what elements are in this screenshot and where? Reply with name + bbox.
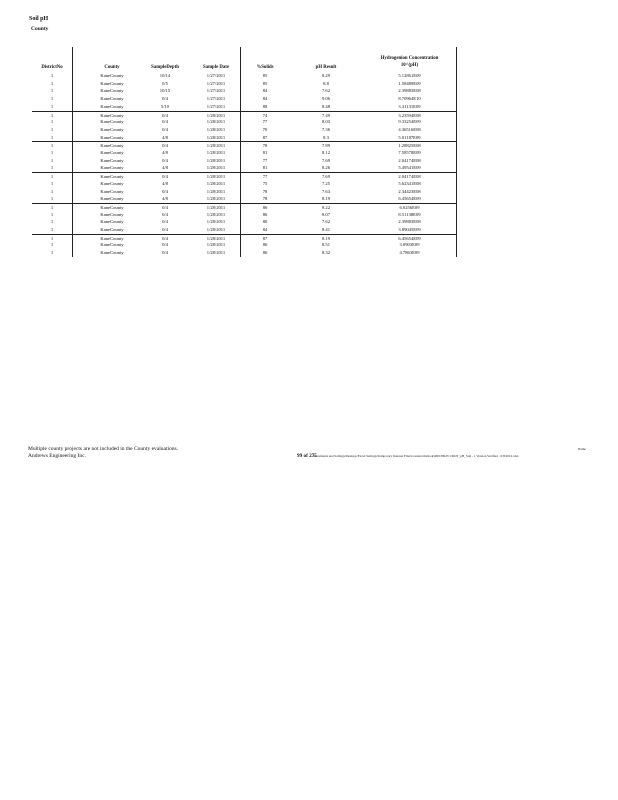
cell-solids: 86 <box>262 242 268 248</box>
cell-district: 1 <box>50 80 54 86</box>
cell-district: 1 <box>50 119 54 125</box>
cell-district: 1 <box>50 242 54 248</box>
cell-hc: 9.33254E09 <box>398 119 421 125</box>
cell-date: 1/28/2011 <box>206 112 226 118</box>
cell-district: 1 <box>50 196 54 202</box>
cell-district: 1 <box>50 211 54 217</box>
cell-depth: 4/8 <box>162 196 168 202</box>
cell-solids: 74 <box>262 112 268 118</box>
cell-date: 1/28/2011 <box>206 204 226 210</box>
cell-county: KaneCounty <box>100 150 124 155</box>
cell-district: 1 <box>50 219 54 225</box>
cell-solids: 78 <box>262 188 268 194</box>
cell-district: 1 <box>50 88 54 94</box>
cell-ph: 7.69 <box>321 174 331 180</box>
cell-date: 1/28/2011 <box>206 126 226 132</box>
header-percent-solids: %Solids <box>256 65 274 70</box>
cell-county: KaneCounty <box>100 227 124 232</box>
header-county: County <box>104 65 120 70</box>
cell-depth: 10/14 <box>159 73 171 78</box>
cell-depth: 5/10 <box>160 103 170 109</box>
table-row <box>32 72 457 80</box>
cell-depth: 4/8 <box>162 134 168 140</box>
cell-ph: 8.51 <box>321 242 331 248</box>
cell-date: 1/28/2011 <box>206 174 226 180</box>
cell-county: KaneCounty <box>100 211 124 217</box>
table-row <box>32 241 457 249</box>
cell-hc: 5.01187E09 <box>398 134 421 140</box>
file-path: Documents and Settings\Desktop\Excel Settings\Temporary Internet Files\Content.Outlook\M0C8D4V1\DOT_pH_Soil - 1 Version Verified - 6/8/2012.xlsx <box>313 454 519 458</box>
report-title: Soil pH <box>29 16 49 22</box>
table-row <box>32 218 457 226</box>
cell-ph: 8.19 <box>321 235 331 241</box>
cell-district: 1 <box>50 250 54 256</box>
cell-county: KaneCounty <box>100 103 124 109</box>
header-sample-depth: SampleDepth <box>151 65 179 70</box>
cell-solids: 84 <box>262 227 268 232</box>
cell-hc: 6.45654E09 <box>398 235 421 241</box>
table-row <box>32 149 457 157</box>
table-row <box>32 226 457 234</box>
footer-name: Name <box>578 447 586 451</box>
cell-district: 1 <box>50 126 54 132</box>
cell-depth: 0/4 <box>162 227 168 232</box>
table-row <box>32 180 457 188</box>
table-row <box>32 95 457 103</box>
cell-district: 1 <box>50 188 54 194</box>
table-row <box>32 249 457 257</box>
cell-ph: 8.48 <box>321 103 331 109</box>
cell-ph: 8.07 <box>321 211 331 217</box>
cell-solids: 86 <box>262 211 268 217</box>
table-row <box>32 134 457 142</box>
cell-depth: 0/4 <box>162 204 168 210</box>
report-subtitle: County <box>31 26 49 32</box>
cell-county: KaneCounty <box>100 134 124 140</box>
cell-depth: 0/4 <box>162 96 168 102</box>
cell-date: 1/28/2011 <box>206 143 226 149</box>
cell-solids: 87 <box>262 235 268 241</box>
cell-date: 1/28/2011 <box>206 134 226 140</box>
cell-ph: 7.36 <box>321 126 331 132</box>
cell-ph: 8.8 <box>323 80 329 86</box>
cell-hc: 2.34423E08 <box>398 188 421 194</box>
cell-ph: 9.06 <box>321 96 331 102</box>
cell-hc: 3.23594E08 <box>398 112 421 118</box>
table-row <box>32 126 457 134</box>
cell-depth: 0/4 <box>162 126 168 132</box>
cell-date: 1/28/2011 <box>206 180 226 186</box>
cell-solids: 88 <box>262 103 268 109</box>
cell-county: KaneCounty <box>100 174 124 180</box>
cell-county: KaneCounty <box>100 204 124 210</box>
cell-solids: 78 <box>262 196 268 202</box>
cell-hc: 1.58489E09 <box>398 80 421 86</box>
cell-solids: 86 <box>262 204 268 210</box>
cell-ph: 8.32 <box>321 250 331 256</box>
cell-solids: 85 <box>262 80 268 86</box>
table-row <box>32 157 457 165</box>
cell-county: KaneCounty <box>100 143 124 149</box>
cell-ph: 8.22 <box>321 204 331 210</box>
cell-district: 1 <box>50 134 54 140</box>
cell-county: KaneCounty <box>100 73 124 78</box>
cell-date: 1/28/2011 <box>206 165 226 171</box>
cell-solids: 70 <box>262 126 268 132</box>
cell-hc: 3.89045E09 <box>398 227 421 232</box>
cell-county: KaneCounty <box>100 126 124 132</box>
cell-solids: 81 <box>262 165 268 171</box>
table-row <box>32 211 457 219</box>
page-number: 99 of 275 <box>297 453 317 459</box>
cell-solids: 80 <box>262 219 268 225</box>
cell-ph: 8.3 <box>323 134 329 140</box>
cell-hc: 4.7863E09 <box>399 250 420 256</box>
header-district: DistrictNo <box>41 65 63 70</box>
cell-hc: 1.28825E08 <box>398 143 421 149</box>
cell-ph: 8.19 <box>321 196 331 202</box>
cell-hc: 6.45654E09 <box>398 196 421 202</box>
cell-solids: 77 <box>262 157 268 163</box>
cell-hc: 7.58578E09 <box>398 150 421 155</box>
header-sample-date: Sample Date <box>203 65 229 70</box>
cell-date: 1/28/2011 <box>206 219 226 225</box>
cell-date: 1/28/2011 <box>206 119 226 125</box>
cell-district: 1 <box>50 180 54 186</box>
cell-district: 1 <box>50 165 54 171</box>
cell-date: 1/27/2011 <box>206 103 226 109</box>
cell-solids: 86 <box>262 250 268 256</box>
cell-district: 1 <box>50 103 54 109</box>
cell-county: KaneCounty <box>100 80 124 86</box>
header-hydrogen-ion-formula: 10^(pH) <box>400 63 419 68</box>
cell-hc: 2.39883E08 <box>398 88 421 94</box>
cell-district: 1 <box>50 227 54 232</box>
cell-depth: 0/5 <box>162 80 168 86</box>
cell-county: KaneCounty <box>100 219 124 225</box>
cell-county: KaneCounty <box>100 180 124 186</box>
cell-district: 1 <box>50 96 54 102</box>
cell-county: KaneCounty <box>100 112 124 118</box>
cell-solids: 75 <box>262 180 268 186</box>
cell-date: 1/27/2011 <box>206 80 226 86</box>
cell-solids: 81 <box>262 150 268 155</box>
cell-county: KaneCounty <box>100 196 124 202</box>
cell-date: 1/27/2011 <box>206 73 226 78</box>
table-row <box>32 118 457 126</box>
cell-ph: 7.62 <box>321 219 331 225</box>
cell-ph: 7.89 <box>321 143 331 149</box>
cell-hc: 5.62341E08 <box>398 180 421 186</box>
cell-date: 1/28/2011 <box>206 250 226 256</box>
cell-ph: 7.62 <box>321 88 331 94</box>
cell-county: KaneCounty <box>100 165 124 171</box>
cell-depth: 0/4 <box>162 211 168 217</box>
cell-hc: 3.31131E09 <box>398 103 421 109</box>
cell-date: 1/28/2011 <box>206 157 226 163</box>
cell-ph: 7.63 <box>321 188 331 194</box>
cell-date: 1/28/2011 <box>206 188 226 194</box>
cell-depth: 0/4 <box>162 250 168 256</box>
cell-hc: 5.49541E09 <box>398 165 421 171</box>
table-row <box>32 103 457 111</box>
cell-hc: 4.36516E08 <box>398 126 421 132</box>
cell-depth: 4/8 <box>162 180 168 186</box>
table-row <box>32 80 457 88</box>
cell-district: 1 <box>50 157 54 163</box>
cell-hc: 2.04174E08 <box>398 174 421 180</box>
header-ph-result: pH Result <box>315 65 337 70</box>
cell-solids: 78 <box>262 143 268 149</box>
cell-depth: 4/8 <box>162 150 168 155</box>
cell-ph: 7.49 <box>321 112 331 118</box>
footer-note: Multiple county projects are not included in the County evaluations. <box>28 446 178 452</box>
cell-district: 1 <box>50 143 54 149</box>
cell-district: 1 <box>50 73 54 78</box>
cell-county: KaneCounty <box>100 188 124 194</box>
cell-county: KaneCounty <box>100 242 124 248</box>
table-row <box>32 195 457 203</box>
table-row <box>32 87 457 95</box>
cell-date: 1/28/2011 <box>206 196 226 202</box>
cell-district: 1 <box>50 235 54 241</box>
cell-depth: 0/4 <box>162 219 168 225</box>
cell-district: 1 <box>50 204 54 210</box>
cell-ph: 8.12 <box>321 150 331 155</box>
cell-solids: 84 <box>262 96 268 102</box>
cell-county: KaneCounty <box>100 88 124 94</box>
cell-ph: 8.26 <box>321 165 331 171</box>
cell-date: 1/27/2011 <box>206 88 226 94</box>
cell-district: 1 <box>50 112 54 118</box>
cell-date: 1/28/2011 <box>206 150 226 155</box>
cell-ph: 7.69 <box>321 157 331 163</box>
cell-date: 1/28/2011 <box>206 227 226 232</box>
cell-depth: 0/4 <box>162 188 168 194</box>
cell-solids: 77 <box>262 119 268 125</box>
cell-depth: 0/4 <box>162 143 168 149</box>
cell-depth: 0/4 <box>162 242 168 248</box>
cell-depth: 0/4 <box>162 157 168 163</box>
cell-hc: 8.51138E09 <box>398 211 421 217</box>
cell-date: 1/28/2011 <box>206 235 226 241</box>
cell-ph: 7.25 <box>321 180 331 186</box>
cell-date: 1/27/2011 <box>206 96 226 102</box>
cell-hc: 5.12861E09 <box>398 73 421 78</box>
cell-county: KaneCounty <box>100 96 124 102</box>
header-hydrogen-ion: Hydrogenion Concentration <box>380 56 439 61</box>
cell-hc: 2.04174E08 <box>398 157 421 163</box>
cell-ph: 8.41 <box>321 227 331 232</box>
cell-hc: 6.0256E09 <box>399 204 420 210</box>
cell-solids: 84 <box>262 88 268 94</box>
cell-county: KaneCounty <box>100 250 124 256</box>
cell-date: 1/28/2011 <box>206 211 226 217</box>
cell-depth: 0/4 <box>162 112 168 118</box>
cell-district: 1 <box>50 150 54 155</box>
cell-hc: 2.39883E08 <box>398 219 421 225</box>
cell-date: 1/28/2011 <box>206 242 226 248</box>
cell-ph: 8.03 <box>321 119 331 125</box>
cell-district: 1 <box>50 174 54 180</box>
cell-county: KaneCounty <box>100 157 124 163</box>
cell-solids: 77 <box>262 174 268 180</box>
table-row <box>32 164 457 172</box>
cell-solids: 85 <box>262 73 268 78</box>
cell-county: KaneCounty <box>100 235 124 241</box>
cell-depth: 0/4 <box>162 174 168 180</box>
cell-hc: 3.0903E09 <box>399 242 420 248</box>
cell-hc: 8.70964E10 <box>398 96 421 102</box>
cell-solids: 87 <box>262 134 268 140</box>
cell-county: KaneCounty <box>100 119 124 125</box>
cell-depth: 0/4 <box>162 235 168 241</box>
cell-depth: 0/4 <box>162 119 168 125</box>
cell-depth: 4/8 <box>162 165 168 171</box>
cell-depth: 10/15 <box>159 88 171 94</box>
table-row <box>32 188 457 196</box>
cell-ph: 8.29 <box>321 73 331 78</box>
footer-company: Andrews Engineering Inc. <box>28 453 86 459</box>
